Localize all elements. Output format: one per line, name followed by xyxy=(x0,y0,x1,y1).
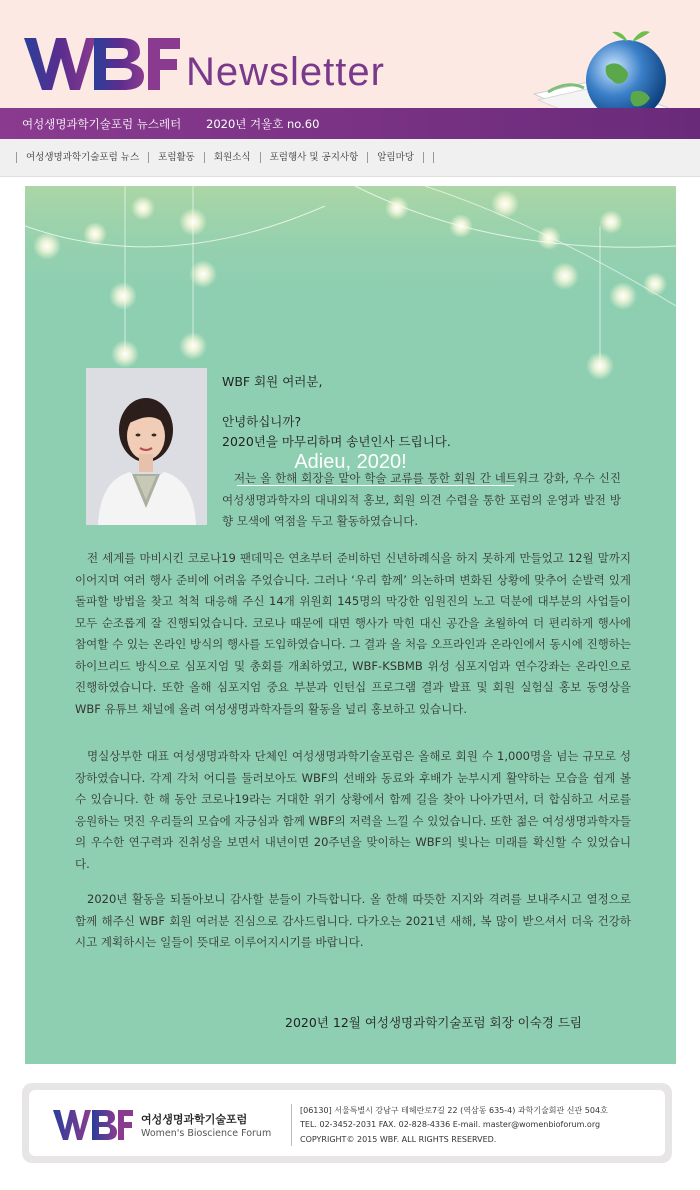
salutation: WBF 회원 여러분, xyxy=(222,374,323,389)
greeting-line-1: 안녕하십니까? xyxy=(222,414,302,429)
footer-copyright: COPYRIGHT© 2015 WBF. ALL RIGHTS RESERVED. xyxy=(300,1135,497,1144)
greeting-line-2: 2020년을 마무리하며 송년인사 드립니다. xyxy=(222,434,451,449)
newsletter-header xyxy=(0,0,700,108)
article-card xyxy=(25,186,676,1064)
nav-end-divider xyxy=(423,152,434,163)
footer-address: [06130] 서울특별시 강남구 테헤란로7길 22 (역삼동 635-4) 과학기술회관 신관 504호 xyxy=(300,1106,608,1115)
president-portrait xyxy=(86,368,207,525)
title-bar xyxy=(0,108,700,139)
signature-line: 2020년 12월 여성생명과학기술포럼 회장 이숙경 드림 xyxy=(285,1015,583,1030)
org-newsletter-title: 여성생명과학기술포럼 뉴스레터 xyxy=(22,117,182,131)
wbf-logo[interactable] xyxy=(22,30,182,94)
footer-contact: TEL. 02-3452-2031 FAX. 02-828-4336 E-mail. master@womenbioforum.org xyxy=(300,1120,601,1129)
footer xyxy=(22,1083,672,1163)
nav-item-forum-news[interactable]: 여성생명과학기술포럼 뉴스 xyxy=(16,152,148,163)
newsletter-wordmark: Newsletter xyxy=(186,50,385,94)
nav-item-member-news[interactable]: 회원소식 xyxy=(204,152,260,163)
footer-panel xyxy=(29,1090,665,1156)
issue-label: 2020년 겨울호 no.60 xyxy=(206,117,320,131)
top-nav xyxy=(0,139,700,177)
nav-item-announcements[interactable]: 알림마당 xyxy=(367,152,423,163)
intro-paragraph: 저는 올 한해 회장을 맡아 학술 교류를 통한 회원 간 네트워크 강화, 우수 신진 여성생명과학자의 대내외적 홍보, 회원 의견 수렴을 통한 포럼의 운영과 발전 방향 모색에 역점을 두고 활동하였습니다. xyxy=(222,471,621,528)
footer-divider xyxy=(291,1104,292,1146)
body-paragraph-1: 전 세계를 마비시킨 코로나19 팬데믹은 연초부터 준비하던 신년하례식을 하지 못하게 만들었고 12월 말까지 이어지며 여러 행사 준비에 어려움 주었습니다. 그러나 ‘우리 함께’ 의논하며 변화된 상황에 맞추어 순발력 있게 돌파할 방법을 찾고 척척 대응해 주신 14개 위원회 145명의 막강한 임원진의 노고 덕분에 대부분의 사업들이 모두 순조롭게 잘 진행되었습니다. 코로나 때문에 대면 행사가 막힌 대신 공간을 초월하여 더 편리하게 행사에 참여할 수 있는 온라인 방식의 행사를 도입하였습니다. 그 결과 올 처음 오프라인과 온라인에서 동시에 진행하는 하이브리드 방식으로 심포지엄 및 총회를 개최하였고, WBF-KSBMB 위성 심포지엄과 연수강좌는 온라인으로 진행하였습니다. 또한 올해 심포지엄 중요 부분과 인턴십 프로그램 결과 발표 및 회원 실험실 홍보 동영상을 WBF 유튜브 채널에 올려 여성생명과학자들의 활동을 널리 홍보하고 있습니다. xyxy=(75,551,631,716)
article-title: Adieu, 2020! xyxy=(294,451,407,473)
nav-item-events-notices[interactable]: 포럼행사 및 공지사항 xyxy=(260,152,368,163)
footer-wbf-logo[interactable] xyxy=(52,1106,134,1144)
nav-item-forum-activities[interactable]: 포럼활동 xyxy=(148,152,204,163)
footer-org-name: 여성생명과학기술포럼 xyxy=(141,1113,248,1126)
body-paragraph-3: 2020년 활동을 되돌아보니 감사할 분들이 가득합니다. 올 한해 따뜻한 지지와 격려를 보내주시고 열정으로 함께 해주신 WBF 회원 여러분 진심으로 감사드립니다. 다가오는 2021년 새해, 복 많이 받으셔서 더욱 건강하시고 계획하시는 일들이 뜻대로 이루어지시기를 바랍니다. xyxy=(75,892,631,949)
globe-illustration xyxy=(528,22,688,108)
body-paragraph-2: 명실상부한 대표 여성생명과학자 단체인 여성생명과학기술포럼은 올해로 회원 수 1,000명을 넘는 규모로 성장하였습니다. 각계 각처 어디를 둘러보아도 WBF의 선배와 동료와 후배가 눈부시게 활약하는 모습을 쉽게 볼 수 있습니다. 한 해 동안 코로나19라는 거대한 위기 상황에서 함께 길을 찾아 나아가면서, 더 합심하고 서로를 응원하는 멋진 우리들의 모습에 자긍심과 함께 WBF의 저력을 느낄 수 있었습니다. 또한 젊은 여성생명과학자들의 우수한 연구력과 진취성을 보면서 내년이면 20주년을 맞이하는 WBF의 빛나는 미래를 확신할 수 있었습니다. xyxy=(75,749,631,871)
footer-org-name-en: Women's Bioscience Forum xyxy=(141,1128,272,1139)
